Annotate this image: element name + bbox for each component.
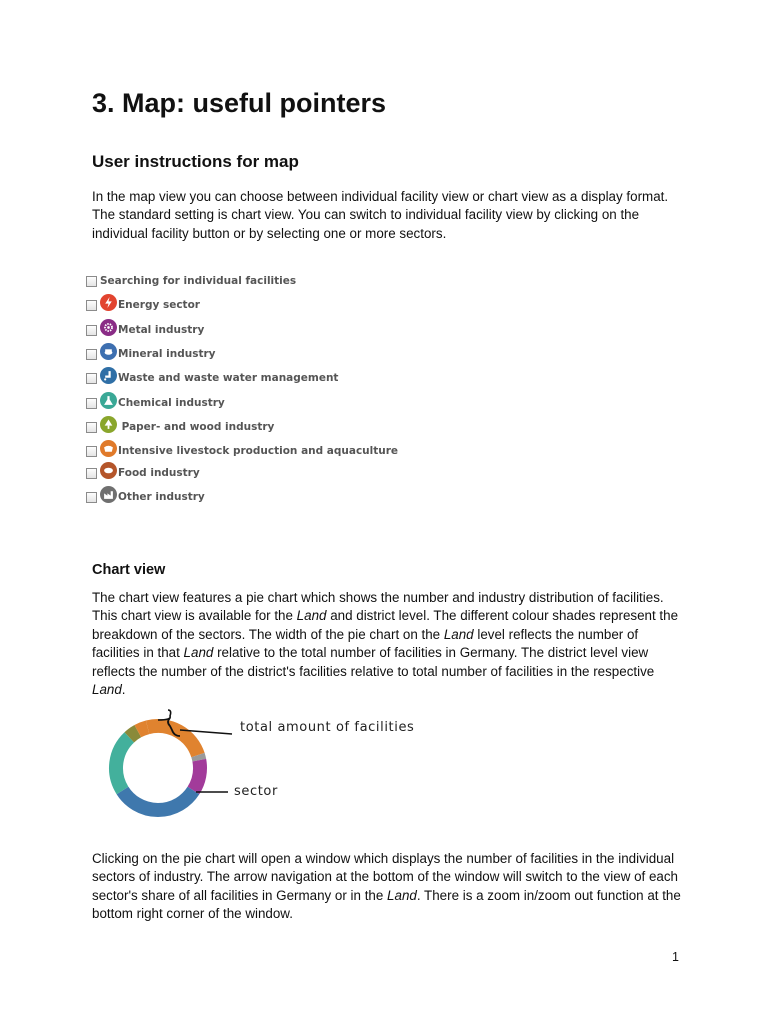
checkbox[interactable] bbox=[86, 468, 97, 479]
tree-icon bbox=[100, 416, 117, 433]
sector-row-individual[interactable] bbox=[86, 270, 296, 292]
sector-label: Waste and waste water management bbox=[118, 372, 339, 384]
chart-view-paragraph bbox=[92, 589, 682, 699]
checkbox[interactable] bbox=[86, 300, 97, 311]
text-run: relative to the total number of facilities in Germany. The district level view reflects the number of the district's facilities relative to total number of facilities in the respective bbox=[92, 645, 655, 679]
page-number: 1 bbox=[672, 950, 679, 964]
text-run: Clicking on the pie chart will open a window which displays the number of facilities in the individual sectors of industry. The arrow navigation at the bottom of the window will switch to the view of each sector's share of all facilities in Germany or in the bbox=[92, 851, 679, 903]
mineral-icon bbox=[100, 343, 117, 360]
italic-term: Land bbox=[443, 626, 474, 642]
text-run: . bbox=[121, 682, 126, 698]
sector-row-livestock[interactable] bbox=[86, 440, 398, 462]
checkbox[interactable] bbox=[86, 492, 97, 503]
sector-label: Chemical industry bbox=[118, 397, 225, 409]
donut-slice[interactable] bbox=[123, 790, 194, 810]
sector-row-chemical[interactable] bbox=[86, 392, 225, 414]
checkbox[interactable] bbox=[86, 349, 97, 360]
sector-row-energy[interactable] bbox=[86, 294, 200, 316]
sector-label: Other industry bbox=[118, 491, 205, 503]
italic-term: Land bbox=[183, 645, 214, 661]
gear-icon bbox=[100, 319, 117, 336]
sector-label: Energy sector bbox=[118, 299, 200, 311]
sector-row-other[interactable] bbox=[86, 486, 205, 508]
sector-row-waste[interactable] bbox=[86, 367, 338, 389]
instructions-paragraph: In the map view you can choose between individual facility view or chart view as a display format. The standard setting is chart view. You can switch to individual facility view by clicking on the individual facility button or by selecting one or more sectors. bbox=[92, 189, 669, 241]
sector-row-paper-wood[interactable] bbox=[86, 416, 274, 438]
checkbox[interactable] bbox=[86, 325, 97, 336]
chart-view-heading: Chart view bbox=[92, 562, 166, 578]
instructions-heading: User instructions for map bbox=[92, 152, 299, 171]
checkbox[interactable] bbox=[86, 373, 97, 384]
lightning-icon bbox=[100, 294, 117, 311]
italic-term: Land bbox=[296, 608, 327, 624]
italic-term: Land bbox=[387, 887, 417, 903]
text-run: and district level. The different colour shades represent the breakdown of the sectors. The width of the pie chart on the bbox=[92, 608, 679, 642]
checkbox[interactable] bbox=[86, 422, 97, 433]
sector-label: Mineral industry bbox=[118, 348, 216, 360]
pipe-icon bbox=[100, 367, 117, 384]
checkbox[interactable] bbox=[86, 276, 97, 287]
sector-row-mineral[interactable] bbox=[86, 343, 216, 365]
donut-slice[interactable] bbox=[129, 731, 138, 737]
text-run: . There is a zoom in/zoom out function at the bottom right corner of the window. bbox=[92, 887, 681, 922]
food-icon bbox=[100, 462, 117, 479]
checkbox[interactable] bbox=[86, 398, 97, 409]
factory-icon bbox=[100, 486, 117, 503]
sector-label: Paper- and wood industry bbox=[118, 421, 275, 433]
chart-illustration bbox=[100, 708, 430, 828]
italic-term: Land bbox=[92, 682, 122, 698]
sector-label: Metal industry bbox=[118, 324, 205, 336]
annotation-sector: sector bbox=[234, 784, 278, 799]
checkbox[interactable] bbox=[86, 446, 97, 457]
sector-row-metal[interactable] bbox=[86, 319, 204, 341]
sector-label: Intensive livestock production and aquaculture bbox=[118, 445, 399, 457]
page-title: 3. Map: useful pointers bbox=[92, 88, 387, 118]
donut-slice[interactable] bbox=[116, 737, 129, 790]
annotation-total: total amount of facilities bbox=[240, 720, 415, 735]
text-run: The chart view features a pie chart which shows the number and industry distribution of facilities. This chart view is available for the bbox=[92, 590, 664, 624]
donut-slice[interactable] bbox=[138, 727, 148, 731]
donut-slice[interactable] bbox=[198, 755, 199, 760]
popup-paragraph bbox=[92, 850, 682, 924]
donut-slice[interactable] bbox=[193, 760, 200, 790]
sector-label: Food industry bbox=[118, 467, 200, 479]
flask-icon bbox=[100, 392, 117, 409]
sector-row-food[interactable] bbox=[86, 462, 200, 484]
livestock-icon bbox=[100, 440, 117, 457]
text-run: level reflects the number of facilities in that bbox=[92, 626, 639, 661]
sector-label: Searching for individual facilities bbox=[100, 275, 297, 287]
